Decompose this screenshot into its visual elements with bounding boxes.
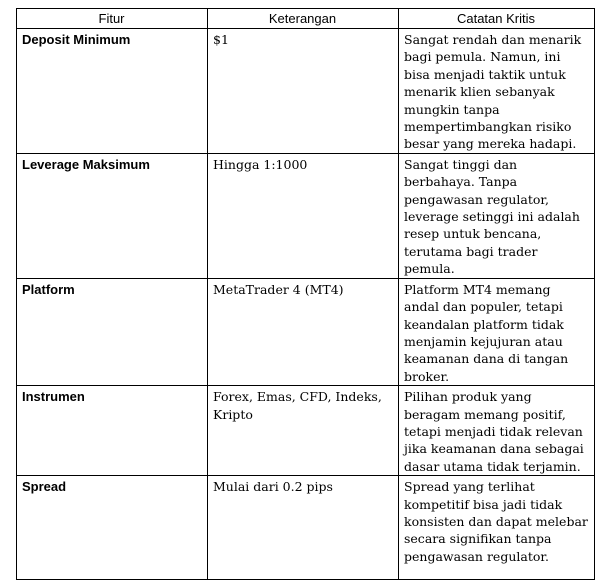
table-row [17,476,595,580]
table-row [17,29,595,154]
description-cell: $1 [208,29,399,154]
table-row [17,386,595,476]
feature-cell: Leverage Maksimum [17,153,208,278]
header-fitur: Fitur [17,9,208,29]
description-cell: Forex, Emas, CFD, Indeks, Kripto [208,386,399,476]
table-header [17,9,595,29]
table-body [17,29,595,580]
description-cell: MetaTrader 4 (MT4) [208,278,399,385]
header-catatan-kritis: Catatan Kritis [399,9,595,29]
note-cell: Sangat rendah dan menarik bagi pemula. Namun, ini bisa menjadi taktik untuk menarik klien sebanyak mungkin tanpa mempertimbangkan risiko besar yang mereka hadapi. [399,29,595,154]
feature-cell: Instrumen [17,386,208,476]
table-row [17,278,595,385]
table-row [17,153,595,278]
feature-cell: Spread [17,476,208,580]
description-cell: Mulai dari 0.2 pips [208,476,399,580]
header-keterangan: Keterangan [208,9,399,29]
note-cell: Pilihan produk yang beragam memang positif, tetapi menjadi tidak relevan jika keamanan dana sebagai dasar utama tidak terjamin. [399,386,595,476]
description-cell: Hingga 1:1000 [208,153,399,278]
feature-cell: Deposit Minimum [17,29,208,154]
note-cell: Spread yang terlihat kompetitif bisa jadi tidak konsisten dan dapat melebar secara signifikan tanpa pengawasan regulator. [399,476,595,580]
header-row [17,9,595,29]
note-cell: Platform MT4 memang andal dan populer, tetapi keandalan platform tidak menjamin kejujuran atau keamanan dana di tangan broker. [399,278,595,385]
broker-features-table [16,8,595,580]
feature-cell: Platform [17,278,208,385]
note-cell: Sangat tinggi dan berbahaya. Tanpa pengawasan regulator, leverage setinggi ini adalah resep untuk bencana, terutama bagi trader pemula. [399,153,595,278]
